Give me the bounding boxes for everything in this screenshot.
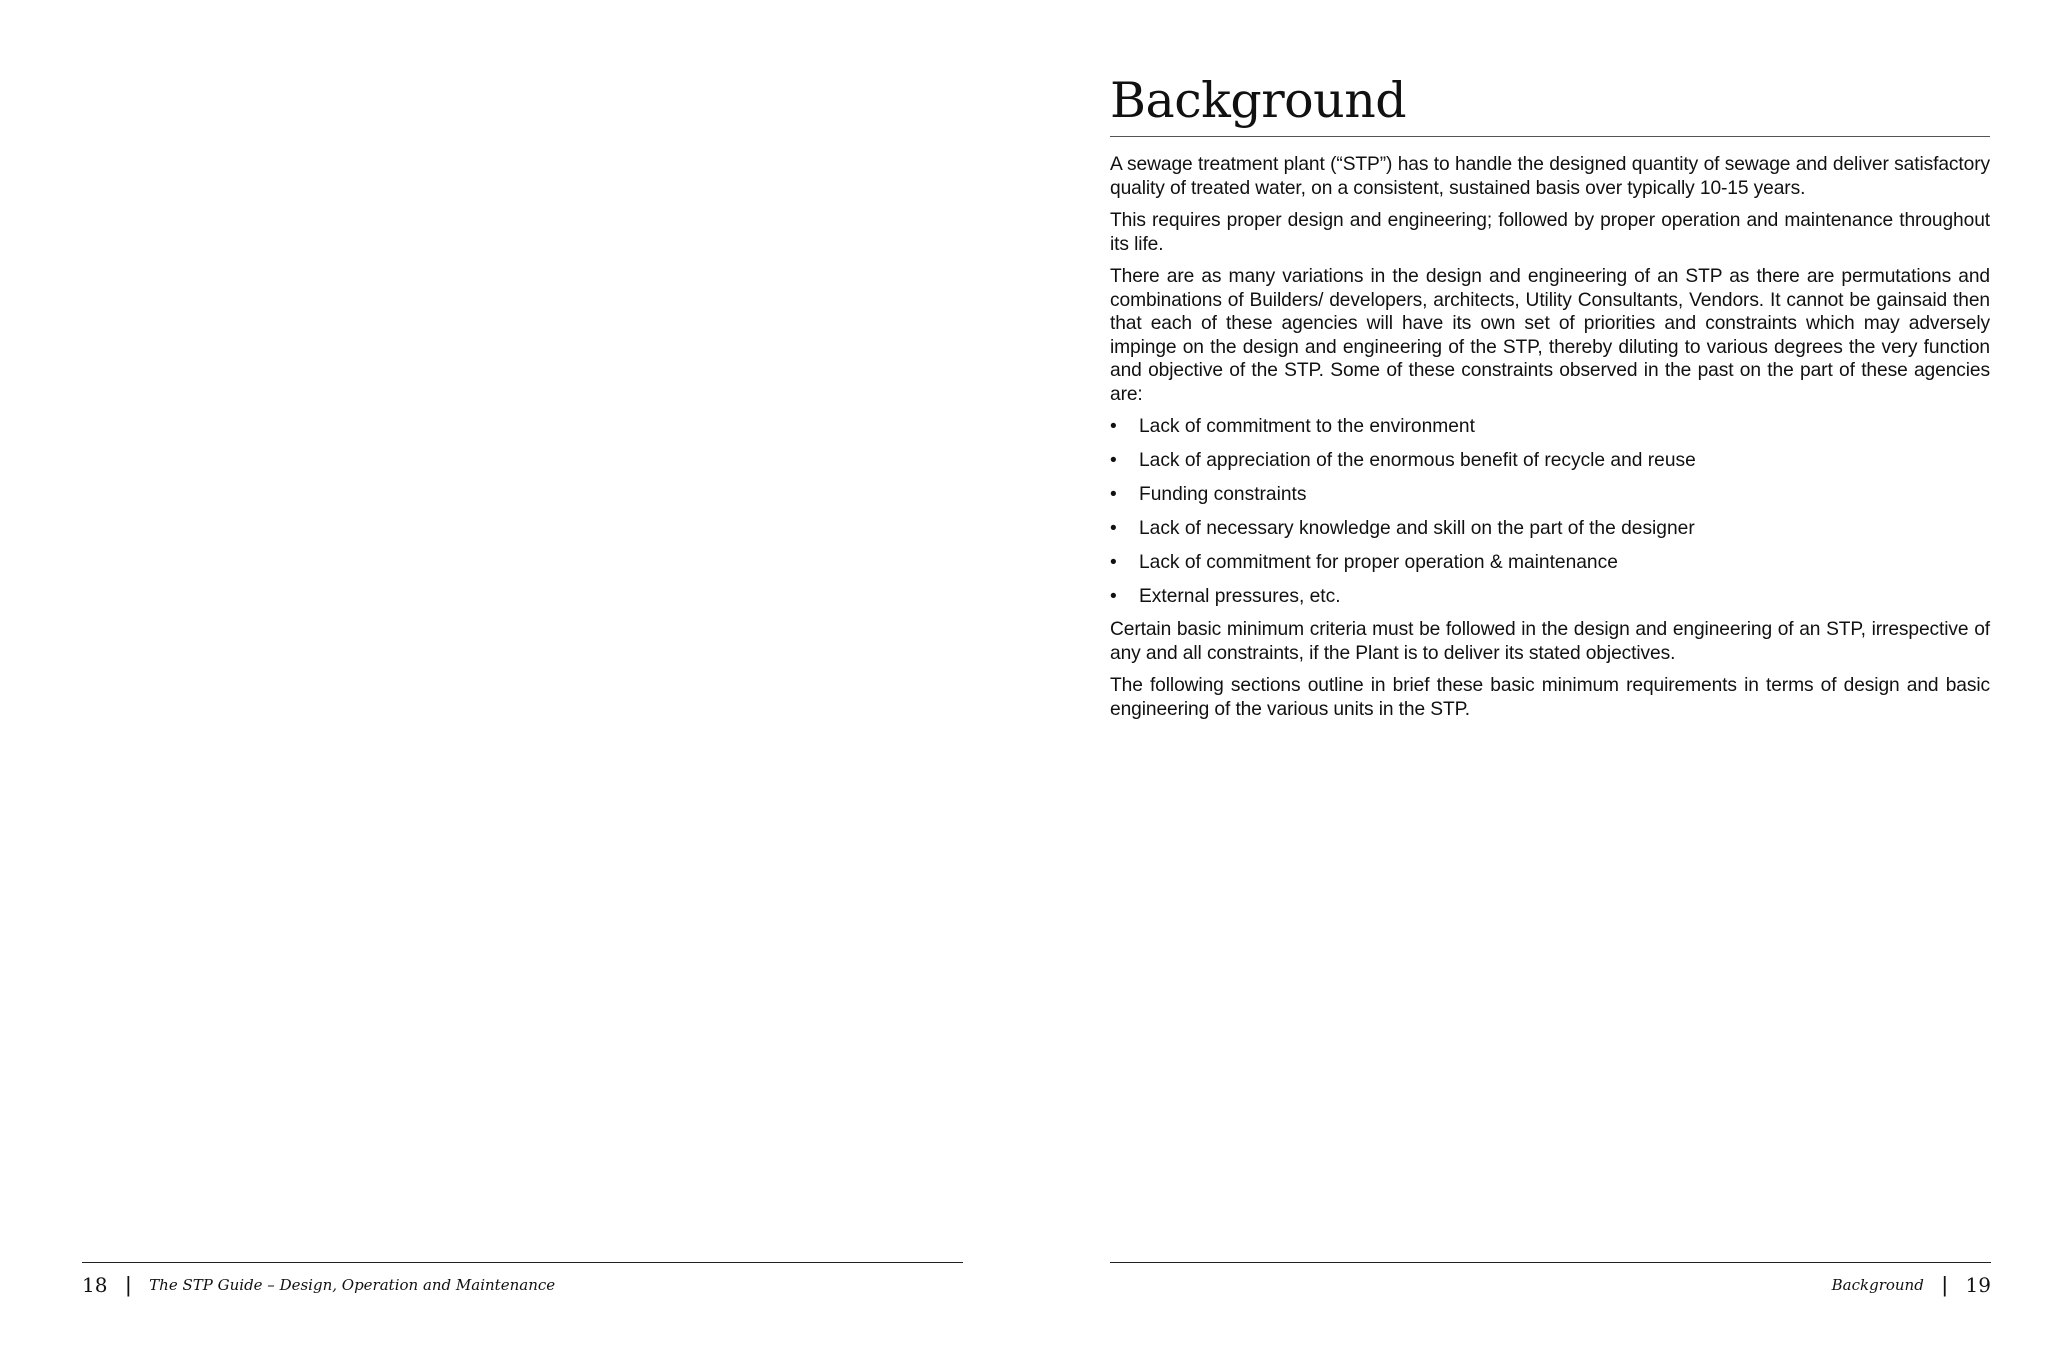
list-item <box>1110 415 1990 439</box>
list-item <box>1110 483 1990 507</box>
right-page <box>1024 0 2048 1348</box>
page-number-right: 19 <box>1965 1273 1991 1297</box>
heading-rule <box>1110 136 1990 137</box>
list-item-text: Lack of commitment to the environment <box>1139 416 1475 437</box>
list-item-text: Lack of appreciation of the enormous benefit of recycle and reuse <box>1139 450 1696 471</box>
bullet-icon: • <box>1110 416 1117 437</box>
list-item <box>1110 551 1990 575</box>
list-item <box>1110 449 1990 473</box>
list-item <box>1110 517 1990 541</box>
paragraph-intro: A sewage treatment plant (“STP”) has to handle the designed quantity of sewage and deliver satisfactory quality of treated water, on a consistent, sustained basis over typically 10-15 years. <box>1110 154 1990 199</box>
bullet-icon: • <box>1110 552 1117 573</box>
footer-separator-left: | <box>125 1272 132 1297</box>
section-content <box>1110 68 1990 730</box>
constraints-list <box>1110 415 1990 609</box>
footer-left <box>82 1272 555 1298</box>
book-title: The STP Guide – Design, Operation and Maintenance <box>149 1276 556 1294</box>
list-item <box>1110 585 1990 609</box>
bullet-icon: • <box>1110 484 1117 505</box>
paragraph-requirements: This requires proper design and engineering; followed by proper operation and maintenance throughout its life. <box>1110 210 1990 255</box>
paragraph-following-sections: The following sections outline in brief these basic minimum requirements in terms of design and basic engineering of the various units in the STP. <box>1110 675 1990 720</box>
paragraph-criteria: Certain basic minimum criteria must be followed in the design and engineering of an STP, irrespective of any and all constraints, if the Plant is to deliver its stated objectives. <box>1110 619 1990 664</box>
paragraph-variations: There are as many variations in the design and engineering of an STP as there are permutations and combinations of Builders/ developers, architects, Utility Consultants, Vendors. It cannot be gainsaid then that each of these agencies will have its own set of priorities and constraints which may adversely impinge on the design and engineering of the STP, thereby diluting to various degrees the very function and objective of the STP. Some of these constraints observed in the past on the part of these agencies are: <box>1110 266 1990 405</box>
list-item-text: Lack of commitment for proper operation & maintenance <box>1139 552 1618 573</box>
footer-rule-right <box>1110 1262 1991 1263</box>
footer-separator-right: | <box>1941 1272 1948 1297</box>
section-title-footer: Background <box>1831 1276 1924 1294</box>
bullet-icon: • <box>1110 518 1117 539</box>
section-heading: Background <box>1110 72 1407 129</box>
bullet-icon: • <box>1110 586 1117 607</box>
list-item-text: External pressures, etc. <box>1139 586 1341 607</box>
footer-right <box>1832 1272 1991 1298</box>
page-number-left: 18 <box>82 1273 108 1297</box>
list-item-text: Lack of necessary knowledge and skill on the part of the designer <box>1139 518 1695 539</box>
bullet-icon: • <box>1110 450 1117 471</box>
footer-rule-left <box>82 1262 963 1263</box>
list-item-text: Funding constraints <box>1139 484 1307 505</box>
